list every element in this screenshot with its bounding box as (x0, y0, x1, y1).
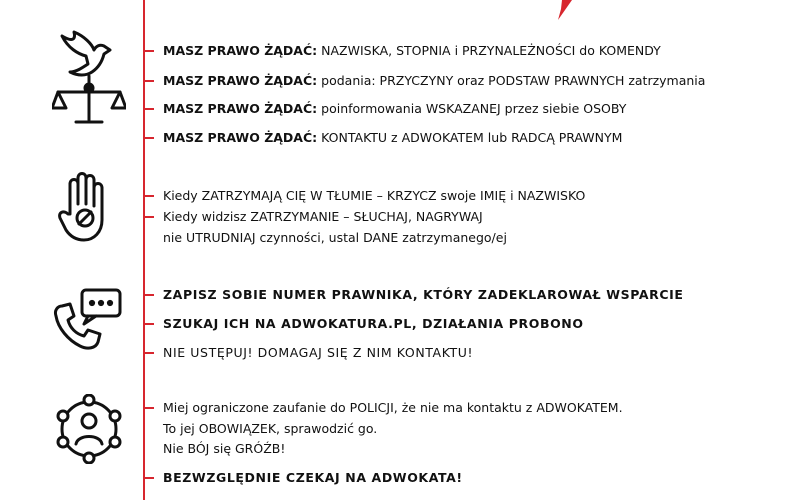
lawyer-line: ZAPISZ SOBIE NUMER PRAWNIKA, KTÓRY ZADEKLAROWAŁ WSPARCIE (163, 287, 684, 302)
person-network-icon (54, 394, 124, 464)
phone-chat-icon (52, 288, 124, 352)
rights-line (163, 73, 705, 89)
trust-line: Miej ograniczone zaufanie do POLICJI, że nie ma kontaktu z ADWOKATEM. (163, 400, 623, 415)
dove-scales-icon (52, 28, 126, 128)
red-bullet-dash (143, 50, 154, 52)
rights-text: NAZWISKA, STOPNIA i PRZYNALEŻNOŚCI do KOMENDY (317, 43, 661, 58)
red-bullet-dash (143, 195, 154, 197)
rights-prefix: MASZ PRAWO ŻĄDAĆ: (163, 43, 318, 58)
lawyer-line: NIE USTĘPUJ! DOMAGAJ SIĘ Z NIM KONTAKTU! (163, 345, 474, 360)
rights-prefix: MASZ PRAWO ŻĄDAĆ: (163, 130, 318, 145)
red-bullet-dash (143, 352, 154, 354)
red-vertical-line (143, 0, 145, 500)
rights-line (163, 130, 622, 146)
crowd-line: Kiedy ZATRZYMAJĄ CIĘ W TŁUMIE – KRZYCZ swoje IMIĘ i NAZWISKO (163, 188, 586, 203)
red-bullet-dash (143, 477, 154, 479)
trust-line: Nie BÓJ się GRÓŹB! (163, 441, 286, 456)
lawyer-line: SZUKAJ ICH NA ADWOKATURA.PL, DZIAŁANIA PROBONO (163, 316, 584, 331)
red-bullet-dash (143, 108, 154, 110)
crowd-line: Kiedy widzisz ZATRZYMANIE – SŁUCHAJ, NAGRYWAJ (163, 209, 483, 224)
rights-text: poinformowania WSKAZANEJ przez siebie OSOBY (317, 101, 627, 116)
red-bullet-dash (143, 323, 154, 325)
red-bullet-dash (143, 80, 154, 82)
rights-prefix: MASZ PRAWO ŻĄDAĆ: (163, 73, 318, 88)
rights-prefix: MASZ PRAWO ŻĄDAĆ: (163, 101, 318, 116)
rights-text: podania: PRZYCZYNY oraz PODSTAW PRAWNYCH zatrzymania (317, 73, 706, 88)
red-bullet-dash (143, 137, 154, 139)
red-bullet-dash (143, 407, 154, 409)
trust-line: BEZWZGLĘDNIE CZEKAJ NA ADWOKATA! (163, 470, 463, 485)
stop-hand-icon (58, 170, 108, 242)
trust-line: To jej OBOWIĄZEK, sprawodzić go. (163, 421, 378, 436)
rights-text: KONTAKTU z ADWOKATEM lub RADCĄ PRAWNYM (317, 130, 623, 145)
rights-line (163, 101, 626, 117)
rights-line (163, 43, 661, 59)
red-bullet-dash (143, 216, 154, 218)
red-bullet-dash (143, 294, 154, 296)
lightning-icon (552, 0, 574, 22)
crowd-line: nie UTRUDNIAJ czynności, ustal DANE zatrzymanego/ej (163, 230, 507, 245)
